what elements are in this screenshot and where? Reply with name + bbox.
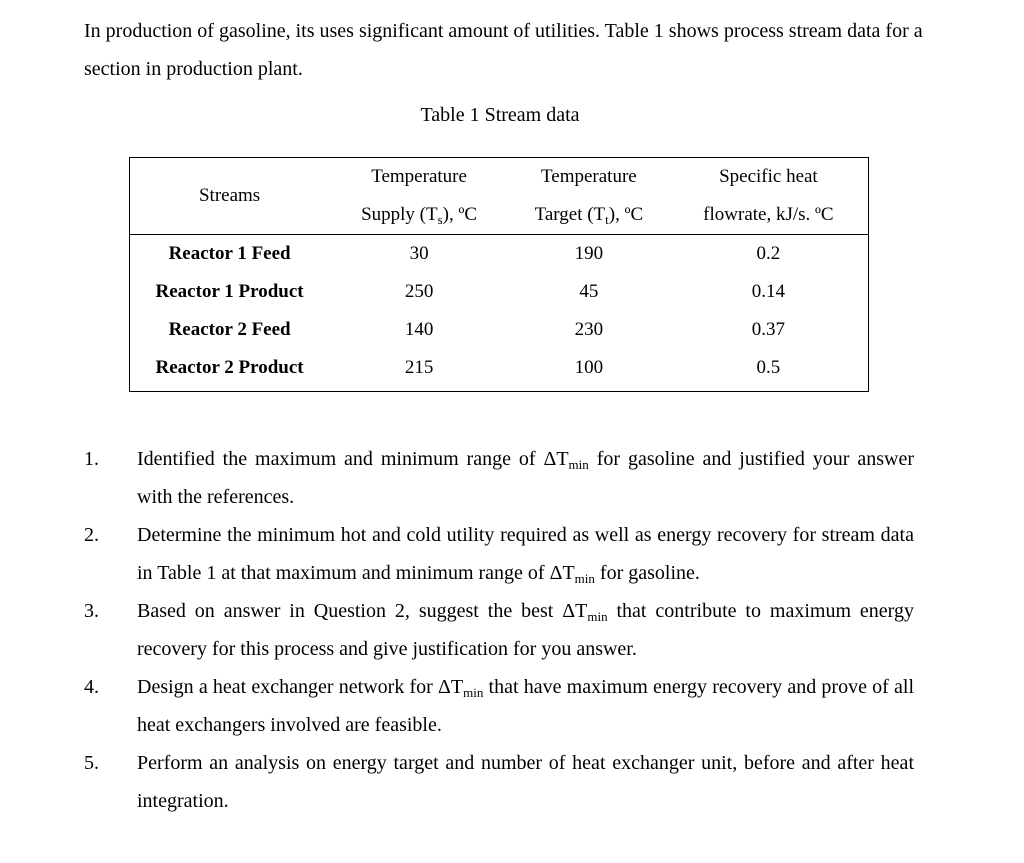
intro-paragraph: In production of gasoline, its uses significant amount of utilities. Table 1 shows process stream data for a section in production plant. — [84, 20, 923, 80]
question-list — [84, 440, 914, 820]
header-supply-line1: Temperature — [371, 166, 467, 187]
table-header-row — [130, 158, 869, 235]
header-target-line1: Temperature — [541, 166, 637, 187]
target-temperature: 100 — [574, 357, 604, 378]
table-row — [130, 349, 869, 392]
question-number: 2. — [84, 524, 99, 546]
stream-name: Reactor 2 Product — [155, 357, 304, 378]
header-streams: Streams — [130, 158, 330, 235]
header-specific-heat-flowrate — [669, 158, 869, 235]
question-text: Identified the maximum and minimum range of $\Delta T_{min}$ for gasoline and justified your answer with the references. — [137, 448, 915, 508]
header-target-temperature — [509, 158, 669, 235]
specific-heat-flowrate: 0.14 — [751, 281, 786, 302]
target-temperature: 45 — [579, 281, 599, 302]
supply-temperature: 30 — [409, 243, 429, 264]
stream-name: Reactor 1 Feed — [168, 243, 291, 264]
question-text: Determine the minimum hot and cold utility required as well as energy recovery for stream data in Table 1 at that maximum and minimum range of $\Delta T_{min}$ for gasoline. — [137, 524, 914, 586]
stream-data-table — [129, 157, 869, 392]
supply-temperature: 250 — [404, 281, 434, 302]
specific-heat-flowrate: 0.37 — [751, 319, 786, 340]
supply-temperature: 215 — [404, 357, 434, 378]
question-item — [84, 668, 914, 744]
header-supply-line2: Supply $(T_s)$, ºC — [361, 204, 478, 227]
table-row — [130, 311, 869, 349]
question-number: 1. — [84, 448, 99, 470]
header-cp-line1: Specific heat — [719, 166, 818, 187]
stream-name: Reactor 2 Feed — [168, 319, 291, 340]
target-temperature: 190 — [574, 243, 604, 264]
question-item — [84, 516, 914, 592]
specific-heat-flowrate: 0.5 — [756, 357, 781, 378]
question-text: Perform an analysis on energy target and number of heat exchanger unit, before and after heat integration. — [137, 752, 914, 812]
question-number: 4. — [84, 676, 99, 698]
target-temperature: 230 — [574, 319, 604, 340]
supply-temperature: 140 — [404, 319, 434, 340]
question-item — [84, 440, 914, 516]
question-number: 5. — [84, 752, 99, 774]
question-text: Design a heat exchanger network for $\Delta T_{min}$ that have maximum energy recovery and prove of all heat exchangers involved are feasible. — [137, 676, 914, 736]
specific-heat-flowrate: 0.2 — [756, 243, 781, 264]
question-number: 3. — [84, 600, 99, 622]
header-target-line2: Target $(T_t)$, ºC — [534, 204, 644, 227]
question-item — [84, 744, 914, 820]
header-cp-line2: flowrate, kJ/s. ºC — [703, 204, 834, 225]
table-row — [130, 235, 869, 274]
header-supply-temperature — [329, 158, 509, 235]
stream-name: Reactor 1 Product — [155, 281, 304, 302]
table-caption: Table 1 Stream data — [420, 104, 580, 126]
question-text: Based on answer in Question 2, suggest the best $\Delta T_{min}$ that contribute to maximum energy recovery for this process and give justification for you answer. — [137, 600, 914, 660]
table-row — [130, 273, 869, 311]
question-item — [84, 592, 914, 668]
